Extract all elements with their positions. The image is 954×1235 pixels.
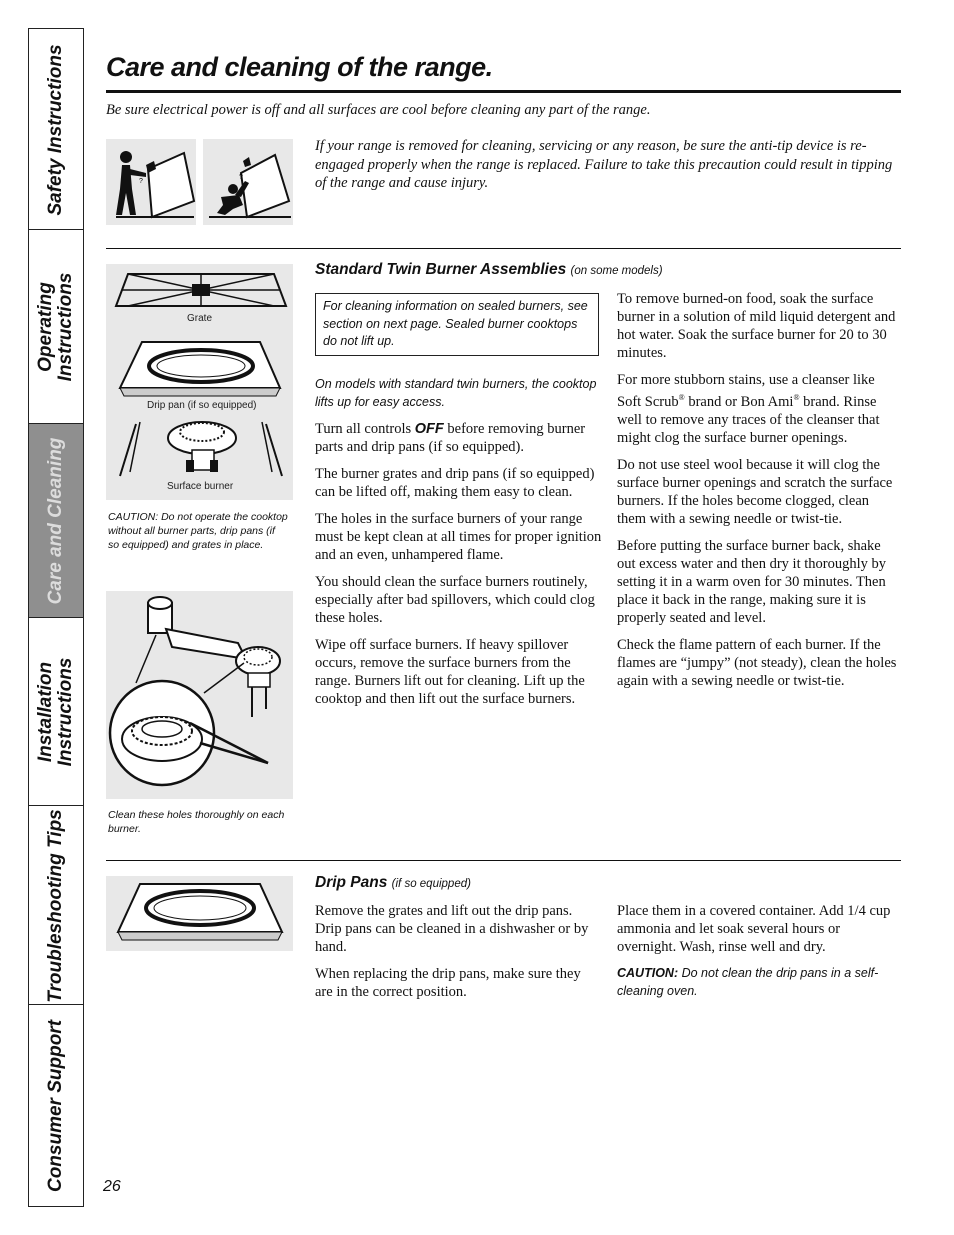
drip-left-column xyxy=(315,902,595,1010)
tab-label: Care and Cleaning xyxy=(45,437,66,605)
wipe-paragraph: Wipe off surface burners. If heavy spillover occurs, remove the surface burners from the range. Burners lift out for cleaning. Lift up the cooktop and then lift out the surface burners. xyxy=(315,637,585,707)
registered-mark: ® xyxy=(678,393,685,402)
text: brand. Rinse well to remove any traces of the cleanser that might clog the surface burner openings. xyxy=(617,393,880,446)
svg-text:?: ? xyxy=(239,174,243,181)
heading-note: (if so equipped) xyxy=(391,878,471,890)
tab-label: Instructions xyxy=(55,657,76,767)
title-rule xyxy=(106,90,901,93)
tab-label: Installation xyxy=(35,661,56,763)
burner-holes-illustration xyxy=(106,591,293,799)
grates-paragraph: The burner grates and drip pans (if so equipped) can be lifted off, making them easy to clean. xyxy=(315,466,595,500)
twin-burner-heading xyxy=(315,261,663,279)
tab-operating-instructions[interactable] xyxy=(28,229,84,424)
drip-pan-label: Drip pan (if so equipped) xyxy=(147,400,257,411)
off-label: OFF xyxy=(414,421,444,437)
heading-text: Drip Pans xyxy=(315,874,388,891)
anti-tip-warning: If your range is removed for cleaning, servicing or any reason, be sure the anti-tip device is re-engaged properly when the range is replaced. Failure to take this precaution could result in tipping of the range and cause injury. xyxy=(315,138,893,191)
caution-label: CAUTION: xyxy=(617,966,679,980)
holes-caption: Clean these holes thoroughly on each burner. xyxy=(108,809,285,835)
tab-label: Consumer Support xyxy=(45,1019,66,1192)
drip-pans-heading xyxy=(315,874,471,892)
tipping-range-icon xyxy=(106,139,196,225)
drip-pan-figure xyxy=(106,876,293,951)
tab-label: Operating xyxy=(35,282,56,372)
text: Turn all controls xyxy=(315,421,412,437)
grate-label: Grate xyxy=(187,313,213,324)
anti-tip-figure-child xyxy=(203,139,293,225)
caution-text: Do not clean the drip pans in a self-cleaning oven. xyxy=(617,966,879,998)
soak-paragraph: To remove burned-on food, soak the surface burner in a solution of mild liquid detergent and hot water. Soak the surface burner for 20 to 30 minutes. xyxy=(617,291,896,361)
tab-consumer-support[interactable] xyxy=(28,1004,84,1207)
flame-paragraph: Check the flame pattern of each burner. If the flames are “jumpy” (not steady), clean the holes again with a sewing needle or twist-tie. xyxy=(617,636,897,689)
anti-tip-figure-person xyxy=(106,139,196,225)
stains-paragraph xyxy=(617,371,901,447)
holes-paragraph: The holes in the surface burners of your range must be kept clean at all times for proper ignition and an even, unhampered flame. xyxy=(315,511,602,563)
tab-care-and-cleaning[interactable] xyxy=(28,423,84,618)
text: before removing burner parts and drip pans (if so equipped). xyxy=(315,421,586,455)
page-title: Care and cleaning of the range. xyxy=(106,52,493,82)
tab-safety-instructions[interactable] xyxy=(28,28,84,230)
remove-paragraph: Remove the grates and lift out the drip pans. Drip pans can be cleaned in a dishwasher or by hand. xyxy=(315,903,589,955)
text: brand or Bon Ami xyxy=(688,393,794,410)
twin-right-column xyxy=(617,290,901,699)
svg-text:?: ? xyxy=(139,178,143,185)
ammonia-paragraph: Place them in a covered container. Add 1/4 cup ammonia and let soak several hours or overnight. Wash, rinse well and dry. xyxy=(617,903,891,955)
section-tabs xyxy=(28,28,84,1206)
routine-paragraph: You should clean the surface burners routinely, especially after bad spillovers, which could clog these holes. xyxy=(315,574,595,626)
heading-text: Standard Twin Burner Assemblies xyxy=(315,261,567,278)
page-number: 26 xyxy=(103,1178,121,1195)
registered-mark: ® xyxy=(793,393,800,402)
tab-label: Troubleshooting Tips xyxy=(45,808,66,1003)
tab-label: Instructions xyxy=(55,272,76,382)
self-clean-caution xyxy=(617,965,901,1000)
dry-paragraph: Before putting the surface burner back, shake out excess water and then dry it thoroughly by setting it in a warm oven for 30 minutes. Then place it back in the range, making sure it is properly seated and level. xyxy=(617,537,886,626)
tab-troubleshooting-tips[interactable] xyxy=(28,805,84,1005)
steel-wool-paragraph: Do not use steel wool because it will clog the surface burner openings and scratch the surface burners. If the holes become clogged, clean them with a sewing needle or twist-tie. xyxy=(617,456,893,527)
twin-left-column xyxy=(315,376,605,717)
surface-burner-label: Surface burner xyxy=(167,481,234,492)
replace-paragraph: When replacing the drip pans, make sure they are in the correct position. xyxy=(315,966,581,1000)
operate-caution: CAUTION: Do not operate the cooktop without all burner parts, drip pans (if so equipped) and grates in place. xyxy=(108,511,288,551)
tab-label: Safety Instructions xyxy=(45,43,66,216)
tab-installation-instructions[interactable] xyxy=(28,617,84,806)
burner-parts-illustration xyxy=(106,264,293,500)
tipping-range-child-icon xyxy=(203,139,293,225)
lift-note: On models with standard twin burners, the cooktop lifts up for easy access. xyxy=(315,377,597,409)
burner-parts-figure xyxy=(106,264,293,500)
section-divider xyxy=(106,248,901,249)
turn-off-paragraph xyxy=(315,420,605,456)
burner-holes-figure xyxy=(106,591,293,799)
intro-warning: Be sure electrical power is off and all surfaces are cool before cleaning any part of the range. xyxy=(106,102,651,118)
text: For more stubborn stains, use a cleanser like Soft Scrub xyxy=(617,372,875,410)
drip-pan-illustration xyxy=(106,876,293,951)
section-divider xyxy=(106,860,901,861)
sealed-burner-note: For cleaning information on sealed burners, see section on next page. Sealed burner cooktops do not lift up. xyxy=(315,293,599,356)
drip-right-column xyxy=(617,902,901,1009)
heading-note: (on some models) xyxy=(570,265,663,277)
